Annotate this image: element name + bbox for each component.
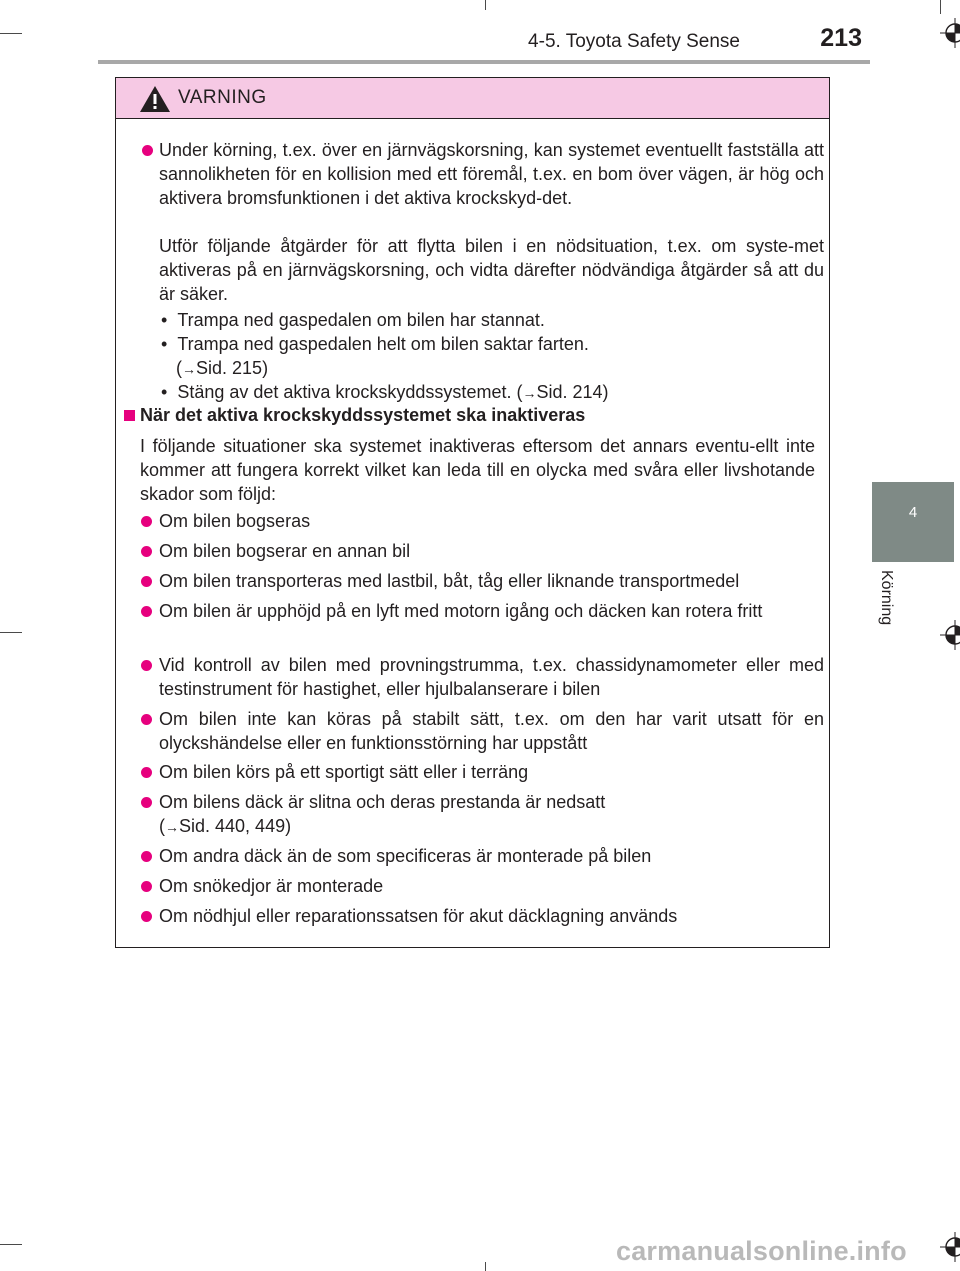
warning-title: VARNING [178, 87, 267, 108]
arrow-right-icon: → [165, 819, 179, 835]
bullet-dot-icon [141, 576, 152, 587]
chapter-number: 4 [908, 504, 918, 521]
chapter-name: Körning [878, 570, 895, 626]
list-item: Om snökedjor är monterade [159, 876, 384, 896]
bullet-dot-icon [141, 714, 152, 725]
registration-mark-icon [940, 1232, 960, 1262]
registration-mark-icon [940, 620, 960, 650]
crop-mark [485, 1262, 486, 1271]
sub-bullet-item: • Trampa ned gaspedalen om bilen har stannat. [161, 310, 545, 330]
crop-mark [485, 0, 486, 10]
bullet-dot-icon [142, 145, 153, 156]
section-heading: När det aktiva krockskyddssystemet ska inaktiveras [140, 405, 586, 425]
bullet-dot-icon [141, 606, 152, 617]
bullet-dot-icon [141, 911, 152, 922]
registration-mark-icon [940, 18, 960, 48]
bullet-dot-icon [141, 546, 152, 557]
sub-bullet-text: Stäng av det aktiva krockskyddssystemet. ( [177, 382, 523, 402]
section-marker-icon [124, 410, 135, 421]
list-item: Om nödhjul eller reparationssatsen för akut däcklagning används [159, 906, 678, 926]
crop-mark [940, 0, 941, 14]
chapter-tab [872, 482, 954, 562]
crop-mark [0, 1244, 22, 1245]
warning-header [116, 78, 829, 119]
watermark: carmanualsonline.info [616, 1236, 907, 1266]
page-reference: Sid. 215 [196, 358, 263, 378]
sub-bullet-item: • Stäng av det aktiva krockskyddssystemet. (→Sid. 214) [161, 382, 609, 402]
sub-bullet-text: Trampa ned gaspedalen helt om bilen saktar farten. [177, 334, 589, 354]
page-number: 213 [820, 24, 862, 52]
section-title: 4-5. Toyota Safety Sense [528, 31, 740, 52]
page-reference: Sid. 440, 449) [179, 816, 292, 836]
intro-paragraph-2: Utför följande åtgärder för att flytta bilen i en nödsituation, t.ex. om syste-met aktiveras på en järnvägskorsning, och vidta därefter nödvändiga åtgärder så att du är säker. [159, 236, 824, 304]
list-item: Om bilen är upphöjd på en lyft med motorn igång och däcken kan rotera fritt [159, 601, 763, 621]
list-item: Om bilen bogseras [159, 511, 311, 531]
crop-mark [0, 33, 22, 34]
sub-bullet-text: Trampa ned gaspedalen om bilen har stannat. [177, 310, 545, 330]
list-item: Om andra däck än de som specificeras är monterade på bilen [159, 846, 652, 866]
bullet-dot-icon [141, 881, 152, 892]
list-item: Om bilen bogserar en annan bil [159, 541, 411, 561]
list-item: Om bilen inte kan köras på stabilt sätt, t.ex. om den har varit utsatt för en olyckshändelse eller en funktionsstörning har uppstått [159, 709, 824, 753]
page-reference: Sid. 214) [536, 382, 609, 402]
section-intro: I följande situationer ska systemet inaktiveras eftersom det annars eventu-ellt inte kommer att fungera korrekt vilket kan leda till en olycka med svåra eller livshotande skador som följd: [140, 436, 815, 504]
chapter-name-wrap [873, 570, 897, 640]
bullet-dot-icon [141, 767, 152, 778]
crop-mark [0, 632, 22, 633]
list-item: Om bilens däck är slitna och deras prestanda är nedsatt [159, 792, 606, 812]
list-item: Om bilen transporteras med lastbil, båt, tåg eller liknande transportmedel [159, 571, 740, 591]
warning-triangle-icon [138, 84, 172, 114]
sub-bullet-ref: (→Sid. 215) [176, 358, 269, 378]
arrow-right-icon: → [522, 385, 537, 401]
bullet-dot-icon [141, 516, 152, 527]
bullet-dot-icon [141, 851, 152, 862]
intro-paragraph: Under körning, t.ex. över en järnvägskorsning, kan systemet eventuellt fastställa att sannolikheten för en kollision med ett föremål, t.ex. en bom över vägen, är hög och aktivera bromsfunktionen i det aktiva krockskyd-det. [159, 140, 824, 208]
bullet-dot-icon [141, 660, 152, 671]
arrow-right-icon: → [182, 361, 196, 377]
list-item-ref: (→Sid. 440, 449) [159, 816, 292, 836]
sub-bullet-item: • Trampa ned gaspedalen helt om bilen saktar farten. [161, 334, 589, 354]
header-divider [98, 60, 870, 64]
bullet-dot-icon [141, 797, 152, 808]
list-item: Om bilen körs på ett sportigt sätt eller i terräng [159, 762, 529, 782]
list-item: Vid kontroll av bilen med provningstrumma, t.ex. chassidynamometer eller med testinstrument för hastighet, eller hjulbalanserare i bilen [159, 655, 824, 699]
